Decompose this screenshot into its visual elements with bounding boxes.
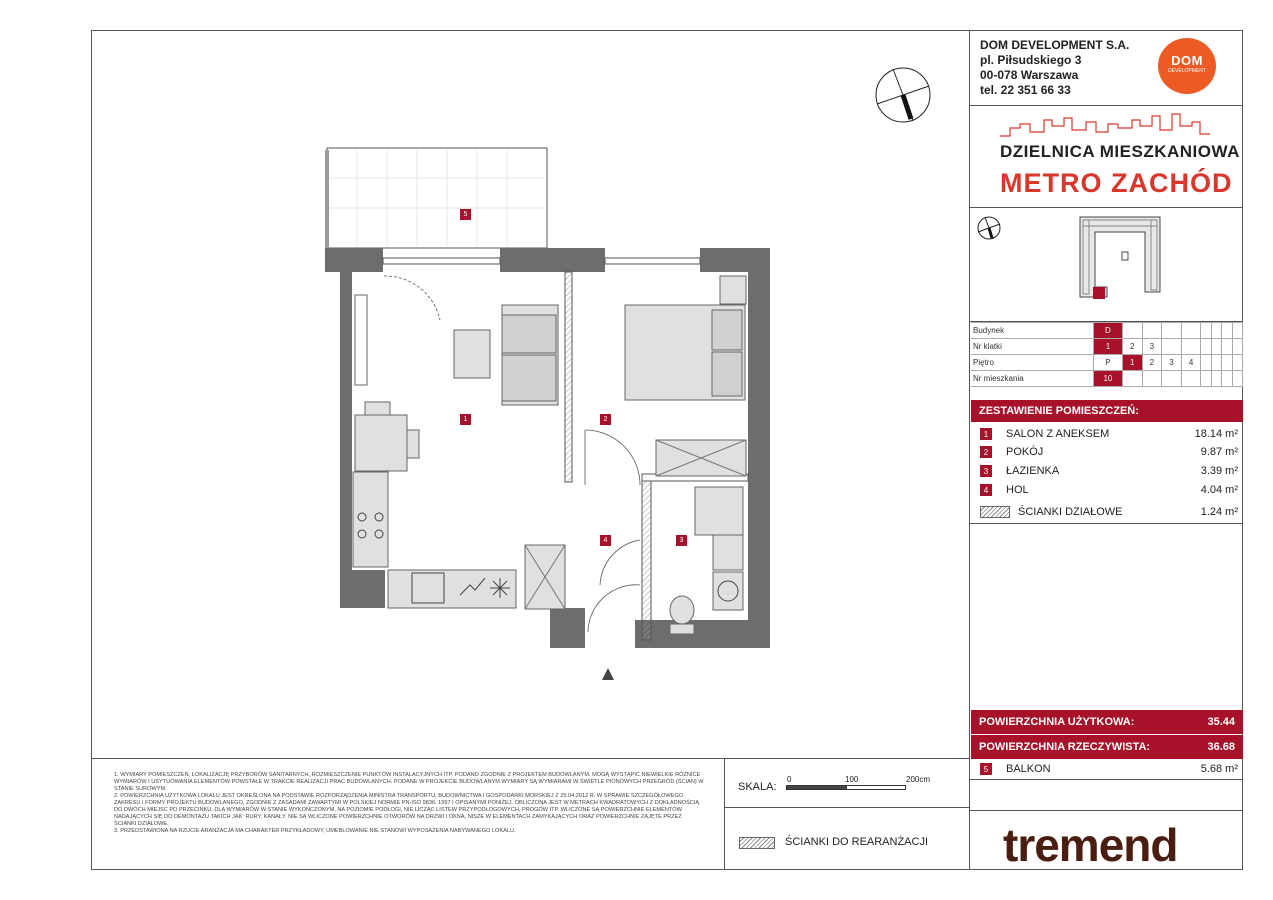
scale-tick: 0 [787,775,792,784]
real-area-bar [971,735,1243,759]
company-name: DOM DEVELOPMENT S.A. [980,38,1130,52]
logo-text: DOM [1171,53,1203,68]
note: 1. WYMIARY POMIESZCZEŃ, LOKALIZACJĘ PRZYBORÓW SANITARNYCH, ROZMIESZCZENIE PUNKTÓW INSTALACYJNYCH ITP. PODANO ZGODNIE Z PROJEKTEM BUDOWLANYM. MOGĄ WYSTĄPIĆ NIEWIELKIE RÓŻNICE WYMIARÓW I USYTUOWANIA ELEMENTÓW POWSTAŁE W TRAKCIE REALIZACJI PRAC BUDOWLANYCH. PODANE W PROJEKCIE BUDOWLANYM WYMIARY SĄ WYMIARAMI W ŚWIETLE PIONOWYCH PRZEGRÓD (ŚCIAN) W STANIE SUROWYM. [114,772,704,792]
north-compass-icon [874,66,932,124]
room-area: 4.04 m² [1200,484,1238,496]
divider-balcony [969,779,1243,780]
room-number: 2 [980,446,992,458]
dom-development-logo [1158,38,1216,94]
plan-label-living-room: 1 [460,414,471,425]
company-phone: tel. 22 351 66 33 [980,83,1071,97]
room-number: 1 [980,428,992,440]
grid-cell: 10 [1094,371,1123,387]
grid-row-floor [971,355,1243,371]
divider-brand [969,207,1243,208]
grid-cell: 1 [1094,339,1123,355]
hatch-swatch [739,837,775,849]
rooms-title: ZESTAWIENIE POMIESZCZEŃ: [979,405,1139,417]
divider-rooms [969,523,1243,524]
grid-label: Nr klatki [971,339,1094,355]
room-area: 18.14 m² [1194,428,1238,440]
room-name: ŁAZIENKA [1006,465,1060,477]
room-area: 3.39 m² [1200,465,1238,477]
logo-subtext: DEVELOPMENT [1168,68,1206,74]
divider-bottom [91,758,969,759]
grid-cell: 3 [1142,339,1162,355]
note: 3. PRZEDSTAWIONA NA RZUCIE ARANŻACJA MA CHARAKTER PRZYKŁADOWY, UMEBLOWANIE NIE STANOWI WYPOSAŻENIA NABYWANEGO LOKALU. [114,828,516,834]
room-name: SALON Z ANEKSEM [1006,428,1110,440]
apartment-info-grid [971,322,1243,387]
grid-cell: 1 [1122,355,1142,371]
grid-row-stairwell [971,339,1243,355]
plan-label-balcony: 5 [460,209,471,220]
company-city: 00-078 Warszawa [980,68,1079,82]
hatch-swatch [980,506,1010,518]
rooms-header [971,400,1243,422]
partition-name: ŚCIANKI DZIAŁOWE [1018,506,1123,518]
grid-cell: 4 [1181,355,1201,371]
room-row [980,481,1238,499]
room-row [980,462,1238,480]
plan-label-bedroom: 2 [600,414,611,425]
grid-row-apartment [971,371,1243,387]
scale-bar [786,785,906,790]
usable-area-label: POWIERZCHNIA UŻYTKOWA: [979,716,1135,728]
balcony-row [980,760,1238,778]
rearrangement-legend [739,837,775,849]
grid-cell: 2 [1122,339,1142,355]
usable-area-bar [971,710,1243,734]
divider-tremend [969,810,1243,811]
legal-notes [114,772,704,835]
usable-area-value: 35.44 [1207,716,1235,728]
real-area-value: 36.68 [1207,741,1235,753]
rearrangement-label: ŚCIANKI DO REARANŻACJI [785,836,929,848]
room-number: 4 [980,484,992,496]
grid-label: Budynek [971,323,1094,339]
divider-scale-h [724,807,969,808]
divider-scale [724,758,725,870]
project-title-line1: DZIELNICA MIESZKANIOWA [1000,142,1240,161]
divider-header [969,105,1243,106]
partition-area: 1.24 m² [1200,506,1238,518]
balcony-area: 5.68 m² [1200,763,1238,775]
grid-cell: 3 [1162,355,1182,371]
room-row [980,443,1238,461]
company-info [980,38,1129,98]
scale-tick: 100 [845,775,859,784]
note: 2. POWIERZCHNIA UŻYTKOWA LOKALU JEST OKREŚLONA NA PODSTAWIE ROZPORZĄDZENIA MINISTRA TRANSPORTU, BUDOWNICTWA I GOSPODARKI MORSKIEJ Z 25.04.2012 R. W SPRAWIE SZCZEGÓŁOWEGO ZAKRESU I FORMY PROJEKTU BUDOWLANEGO, ZGODNIE Z ZASADAMI ZAWARTYMI W POLSKIEJ NORMIE PN-ISO 9836: 1997 I OPISANYMI PONIŻEJ. OBLICZONA JEST W METRACH KWADRATOWYCH Z DOKŁADNOŚCIĄ DO DWÓCH MIEJSC PO PRZECINKU, DLA WYMIARÓW W STANIE WYKOŃCZONYM, NA POZIOMIE PODŁOGI, NIE LICZĄC LISTEW PRZYPODŁOGOWYCH, PROGÓW ITP. WLICZONE SĄ POWIERZCHNIE ELEMENTÓW NADAJĄCYCH SIĘ DO DEMONTAŻU TAKICH JAK: RURY, KANAŁY. NIE SĄ WLICZONE POWIERZCHNIE OTWORÓW NA DRZWI I OKNA, NISZE W ELEMENTACH ZAMYKAJĄCYCH ORAZ POWIERZCHNIE ZAJĘTE PRZEZ ŚCIANKI DZIAŁOWE. [114,793,700,827]
project-title-line2: METRO ZACHÓD [1000,168,1233,198]
scale-label: SKALA: [738,781,777,793]
grid-label: Nr mieszkania [971,371,1094,387]
grid-cell: D [1094,323,1123,339]
floor-plan [320,140,780,685]
partition-row [980,503,1238,521]
plan-label-hall: 4 [600,535,611,546]
divider-right-panel [969,30,970,870]
room-name: POKÓJ [1006,446,1044,458]
scale-tick: 200cm [906,775,931,784]
company-street: pl. Piłsudskiego 3 [980,53,1082,67]
balcony-name: BALKON [1006,763,1051,775]
key-plan [975,212,1237,316]
balcony-number: 5 [980,763,992,775]
grid-label: Piętro [971,355,1094,371]
real-area-label: POWIERZCHNIA RZECZYWISTA: [979,741,1151,753]
grid-row-building [971,323,1243,339]
room-area: 9.87 m² [1200,446,1238,458]
room-row [980,425,1238,443]
plan-label-bathroom: 3 [676,535,687,546]
room-name: HOL [1006,484,1029,496]
grid-cell: P [1094,355,1123,371]
tremend-logo: tremend [1003,819,1178,871]
room-number: 3 [980,465,992,477]
skyline-icon [1000,112,1210,138]
grid-cell: 2 [1142,355,1162,371]
